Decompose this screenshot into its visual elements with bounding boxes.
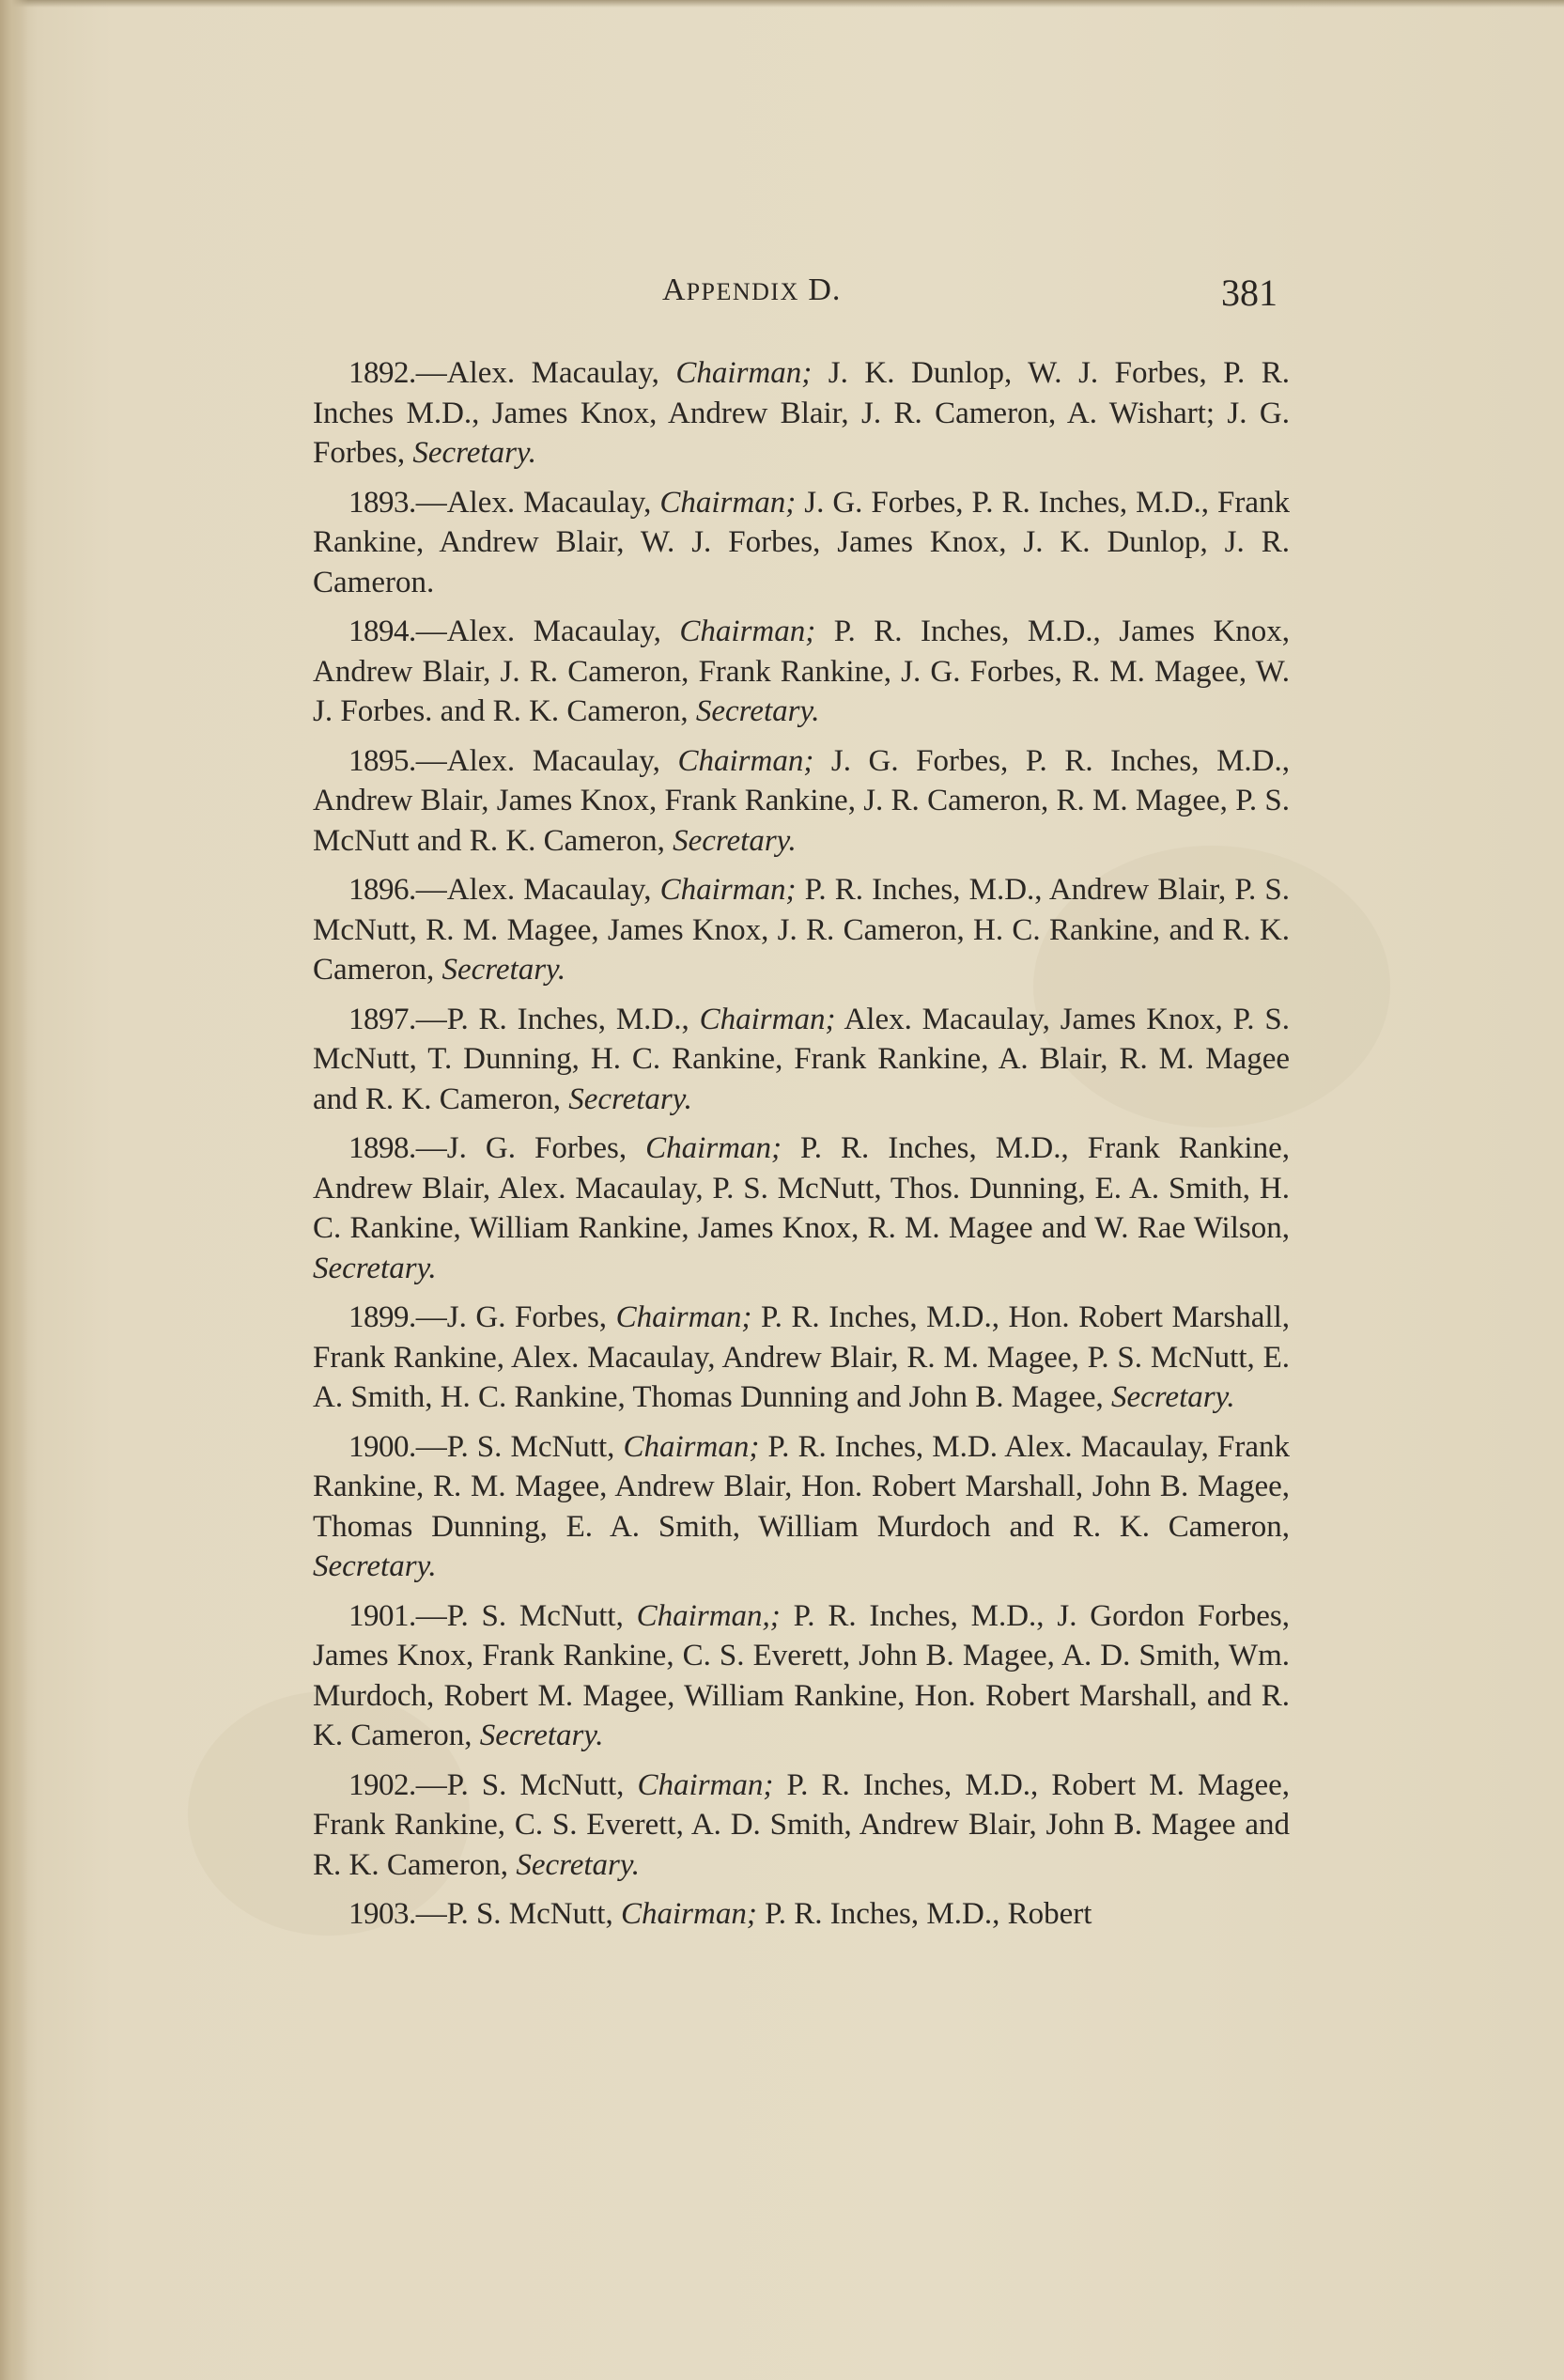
entry-lead: —J. G. Forbes,: [415, 1131, 627, 1165]
entry-members: P. R. Inches, M.D., Robert M. Magee, Frank Rankine, C. S. Everett, A. D. Smith, Andrew Blair, John B. Magee and R. K. Cameron,: [313, 1767, 1291, 1882]
running-head: [319, 271, 1278, 327]
committee-entry: [313, 1000, 1290, 1120]
running-title-initial: A: [662, 272, 687, 307]
entry-lead: —J. G. Forbes,: [415, 1300, 608, 1334]
entry-chairman-label: Chairman;: [677, 743, 814, 778]
entry-secretary-label: Secretary.: [412, 436, 536, 470]
entry-chairman-label: Chairman;: [645, 1131, 782, 1165]
entry-chairman-label: Chairman;: [620, 1897, 757, 1931]
committee-entry: [313, 1596, 1290, 1756]
entry-members: P. R. Inches, M.D., Robert: [765, 1897, 1092, 1931]
entry-lead: —Alex. Macaulay,: [415, 614, 661, 648]
entry-secretary-label: Secretary.: [313, 1251, 437, 1285]
entry-members: Alex. Macaulay, James Knox, P. S. McNutt, T. Dunning, H. C. Rankine, Frank Rankine, A. Blair, R. M. Magee and R. K. Cameron,: [313, 1002, 1290, 1116]
committee-entry: [313, 1128, 1290, 1288]
entry-secretary-label: Secretary.: [673, 823, 797, 858]
entry-year: 1892.: [348, 356, 416, 390]
committee-list: [313, 353, 1290, 1944]
committee-entry: [313, 1766, 1290, 1886]
committee-entry: [313, 353, 1290, 474]
entry-year: 1893.: [348, 485, 416, 520]
committee-entry: [313, 1427, 1290, 1587]
entry-chairman-label: Chairman;: [699, 1002, 836, 1036]
entry-members: P. R. Inches, M.D., James Knox, Andrew Blair, J. R. Cameron, Frank Rankine, J. G. Forbes, R. M. Magee, W. J. Forbes. and R. K. Cameron,: [313, 614, 1291, 728]
running-title-suffix: D.: [808, 272, 842, 307]
entry-year: 1901.: [348, 1598, 416, 1633]
committee-entry: [313, 483, 1290, 603]
entry-year: 1896.: [348, 873, 416, 907]
entry-members: P. R. Inches, M.D., Andrew Blair, P. S. McNutt, R. M. Magee, James Knox, J. R. Cameron, H. C. Rankine, and R. K. Cameron,: [313, 873, 1291, 987]
entry-lead: —P. S. McNutt,: [415, 1897, 613, 1931]
entry-secretary-label: Secretary.: [313, 1549, 437, 1583]
page-top-edge: [0, 0, 1564, 8]
entry-lead: —P. S. McNutt,: [415, 1598, 624, 1633]
entry-secretary-label: Secretary.: [516, 1847, 640, 1882]
committee-entry: [313, 741, 1290, 862]
entry-members: J. K. Dunlop, W. J. Forbes, P. R. Inches M.D., James Knox, Andrew Blair, J. R. Cameron, A. Wishart; J. G. Forbes,: [313, 356, 1291, 470]
committee-entry: [313, 612, 1290, 732]
page-number: 381: [1221, 272, 1278, 314]
running-title: [662, 272, 841, 308]
entry-members: P. R. Inches, M.D., Hon. Robert Marshall, Frank Rankine, Alex. Macaulay, Andrew Blair, R. M. Magee, P. S. McNutt, E. A. Smith, H. C. Rankine, Thomas Dunning and John B. Magee,: [313, 1300, 1291, 1414]
entry-lead: —Alex. Macaulay,: [415, 485, 652, 520]
entry-lead: —Alex. Macaulay,: [415, 743, 660, 778]
entry-members: P. R. Inches, M.D., J. Gordon Forbes, James Knox, Frank Rankine, C. S. Everett, John B. Magee, A. D. Smith, Wm. Murdoch, Robert M. Magee, William Rankine, Hon. Robert Marshall, and R. K. Cameron,: [313, 1598, 1291, 1752]
entry-chairman-label: Chairman;: [675, 356, 813, 390]
committee-entry: [313, 870, 1290, 990]
running-title-rest: PPENDIX: [686, 278, 799, 305]
entry-year: 1902.: [348, 1767, 416, 1802]
entry-secretary-label: Secretary.: [441, 953, 566, 987]
entry-secretary-label: Secretary.: [479, 1719, 604, 1752]
entry-chairman-label: Chairman;: [637, 1767, 774, 1802]
entry-lead: —P. S. McNutt,: [415, 1767, 625, 1802]
entry-chairman-label: Chairman;: [659, 873, 797, 907]
committee-entry: [313, 1298, 1290, 1418]
entry-chairman-label: Chairman;: [623, 1429, 760, 1464]
entry-year: 1900.: [348, 1429, 416, 1464]
entry-lead: —P. R. Inches, M.D.,: [415, 1002, 689, 1036]
entry-year: 1898.: [348, 1131, 416, 1165]
committee-entry: [313, 1894, 1290, 1935]
entry-lead: —Alex. Macaulay,: [415, 356, 659, 390]
entry-chairman-label: Chairman;: [659, 485, 797, 520]
entry-lead: —Alex. Macaulay,: [415, 873, 652, 907]
entry-members: P. R. Inches, M.D., Frank Rankine, Andrew Blair, Alex. Macaulay, P. S. McNutt, Thos. Dunning, E. A. Smith, H. C. Rankine, William Rankine, James Knox, R. M. Magee and W. Rae Wilson,: [313, 1131, 1290, 1245]
entry-lead: —P. S. McNutt,: [415, 1429, 615, 1464]
page-binding-edge: [0, 0, 28, 2380]
entry-secretary-label: Secretary.: [695, 694, 820, 728]
entry-members: J. G. Forbes, P. R. Inches, M.D., Andrew Blair, James Knox, Frank Rankine, J. R. Cameron, R. M. Magee, P. S. McNutt and R. K. Cameron,: [313, 743, 1291, 858]
entry-chairman-label: Chairman;: [615, 1300, 752, 1334]
entry-year: 1894.: [348, 614, 416, 648]
entry-year: 1895.: [348, 743, 416, 778]
entry-chairman-label: Chairman;: [679, 614, 816, 648]
entry-secretary-label: Secretary.: [1111, 1380, 1235, 1414]
entry-members: J. G. Forbes, P. R. Inches, M.D., Frank Rankine, Andrew Blair, W. J. Forbes, James Knox, J. K. Dunlop, J. R. Cameron.: [313, 485, 1291, 599]
entry-chairman-label: Chairman,;: [636, 1598, 781, 1633]
entry-year: 1903.: [348, 1897, 416, 1931]
entry-members: P. R. Inches, M.D. Alex. Macaulay, Frank Rankine, R. M. Magee, Andrew Blair, Hon. Robert Marshall, John B. Magee, Thomas Dunning, E. A. Smith, William Murdoch and R. K. Cameron,: [313, 1429, 1290, 1544]
entry-year: 1899.: [348, 1300, 416, 1334]
entry-secretary-label: Secretary.: [568, 1081, 692, 1116]
entry-year: 1897.: [348, 1002, 416, 1036]
